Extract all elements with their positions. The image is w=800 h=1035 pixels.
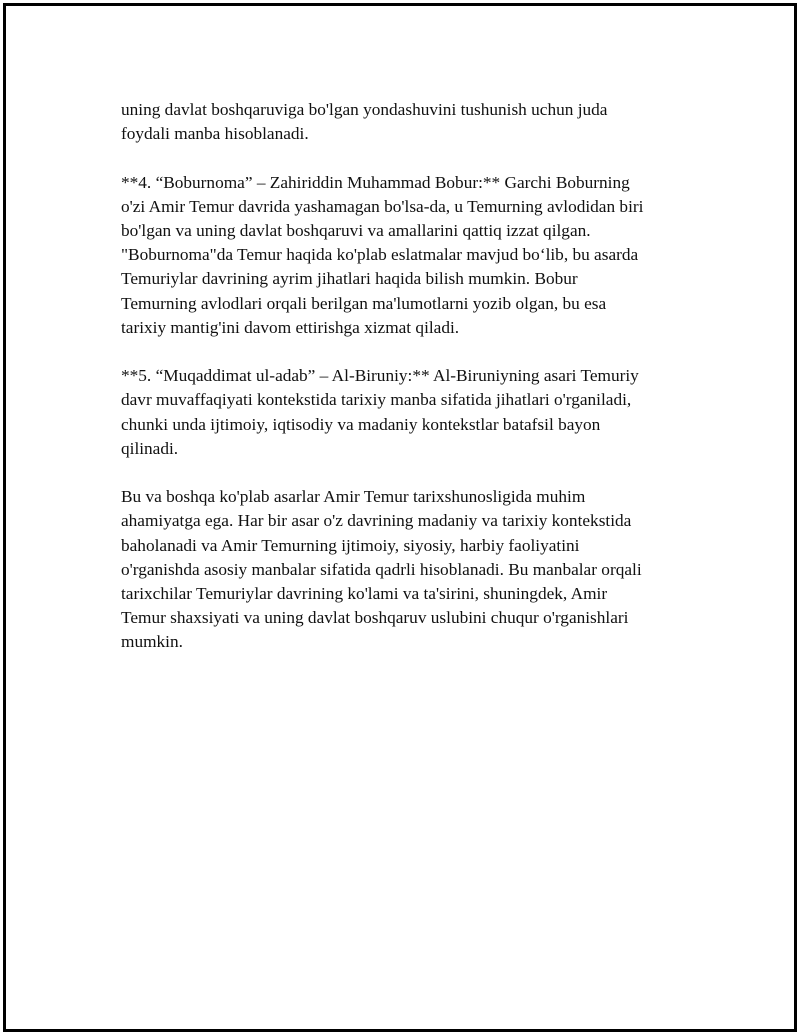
paragraph-4: [121, 485, 691, 654]
text-line: ahamiyatga ega. Har bir asar o'z davrining madaniy va tarixiy kontekstida: [121, 511, 632, 531]
page-content: [121, 98, 691, 679]
text-line: "Boburnoma"da Temur haqida ko'plab eslatmalar mavjud bo‘lib, bu asarda: [121, 245, 639, 265]
text-line: bo'lgan va uning davlat boshqaruvi va amallarini qattiq izzat qilgan.: [121, 221, 591, 240]
text-line: tarixiy mantig'ini davom ettirishga xizmat qiladi.: [121, 317, 460, 337]
text-line: Temur shaxsiyati va uning davlat boshqaruv uslubini chuqur o'rganishlari: [121, 608, 629, 628]
text-line: **4. “Boburnoma” – Zahiriddin Muhammad Bobur:** Garchi Boburning: [121, 172, 630, 192]
paragraph-2: [121, 171, 691, 340]
text-line: uning davlat boshqaruviga bo'lgan yondashuvini tushunish uchun juda: [121, 100, 608, 119]
paragraph-1: [121, 98, 691, 146]
text-line: chunki unda ijtimoiy, iqtisodiy va madaniy kontekstlar batafsil bayon: [121, 414, 601, 434]
text-line: baholanadi va Amir Temurning ijtimoiy, siyosiy, harbiy faoliyatini: [121, 535, 580, 555]
text-line: qilinadi.: [121, 438, 179, 458]
text-line: Temurning avlodlari orqali berilgan ma'lumotlarni yozib olgan, bu esa: [121, 293, 607, 313]
text-line: Bu va boshqa ko'plab asarlar Amir Temur tarixshunosligida muhim: [121, 487, 586, 507]
page-frame: [3, 3, 797, 1032]
text-line: Temuriylar davrining ayrim jihatlari haqida bilish mumkin. Bobur: [121, 269, 578, 289]
text-line: mumkin.: [121, 632, 183, 652]
text-line: o'zi Amir Temur davrida yashamagan bo'lsa-da, u Temurning avlodidan biri: [121, 196, 644, 216]
text-line: tarixchilar Temuriylar davrining ko'lami va ta'sirini, shuningdek, Amir: [121, 584, 608, 604]
text-line: o'rganishda asosiy manbalar sifatida qadrli hisoblanadi. Bu manbalar orqali: [121, 559, 642, 579]
text-line: davr muvaffaqiyati kontekstida tarixiy manba sifatida jihatlari o'rganiladi,: [121, 390, 632, 410]
text-line: foydali manba hisoblanadi.: [121, 124, 309, 144]
paragraph-3: [121, 364, 691, 461]
text-line: **5. “Muqaddimat ul-adab” – Al-Biruniy:** Al-Biruniyning asari Temuriy: [121, 366, 639, 386]
